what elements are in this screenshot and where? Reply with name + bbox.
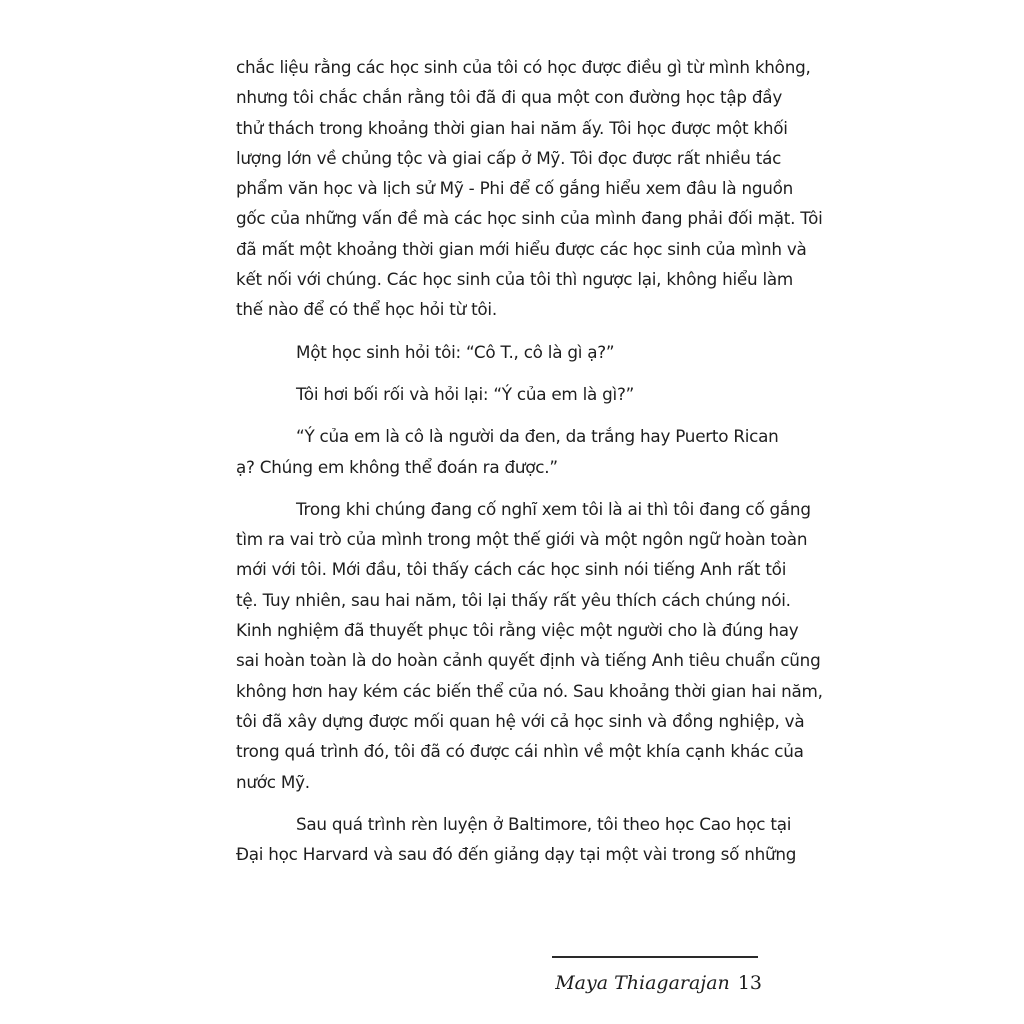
text-line: gốc của những vấn đề mà các học sinh của mình đang phải đối mặt. Tôi	[236, 208, 823, 229]
text-line: đã mất một khoảng thời gian mới hiểu được các học sinh của mình và	[236, 238, 807, 259]
text-line: “Ý của em là cô là người da đen, da trắng hay Puerto Rican	[296, 426, 779, 447]
paragraph-1	[236, 52, 823, 325]
paragraph-4	[236, 421, 779, 482]
text-line: chắc liệu rằng các học sinh của tôi có học được điều gì từ mình không,	[236, 57, 811, 77]
text-line: Đại học Harvard và sau đó đến giảng dạy tại một vài trong số những	[236, 844, 797, 865]
page-footer	[555, 972, 762, 994]
text-line: Sau quá trình rèn luyện ở Baltimore, tôi theo học Cao học tại	[296, 813, 792, 834]
text-line: ạ? Chúng em không thể đoán ra được.”	[236, 456, 558, 477]
text-line: tôi đã xây dựng được mối quan hệ với cả học sinh và đồng nghiệp, và	[236, 710, 805, 731]
text-line: mới với tôi. Mới đầu, tôi thấy cách các học sinh nói tiếng Anh rất tồi	[236, 559, 787, 580]
text-line: Tôi hơi bối rối và hỏi lại: “Ý của em là gì?”	[296, 383, 635, 404]
paragraph-6	[236, 809, 797, 870]
text-line: thử thách trong khoảng thời gian hai năm ấy. Tôi học được một khối	[236, 117, 788, 138]
text-line: Kinh nghiệm đã thuyết phục tôi rằng việc một người cho là đúng hay	[236, 620, 799, 641]
text-line: lượng lớn về chủng tộc và giai cấp ở Mỹ. Tôi đọc được rất nhiều tác	[236, 147, 782, 168]
page-number: 13	[737, 972, 762, 994]
text-line: Trong khi chúng đang cố nghĩ xem tôi là ai thì tôi đang cố gắng	[296, 498, 811, 519]
text-line: phẩm văn học và lịch sử Mỹ - Phi để cố gắng hiểu xem đâu là nguồn	[236, 178, 794, 199]
paragraph-2	[236, 337, 766, 367]
paragraph-5	[236, 494, 823, 797]
text-line: tìm ra vai trò của mình trong một thế giới và một ngôn ngữ hoàn toàn	[236, 529, 808, 550]
text-line: thế nào để có thể học hỏi từ tôi.	[236, 299, 497, 320]
paragraph-3	[236, 379, 766, 409]
text-line: sai hoàn toàn là do hoàn cảnh quyết định và tiếng Anh tiêu chuẩn cũng	[236, 650, 821, 671]
body-text	[236, 52, 823, 869]
text-line: nhưng tôi chắc chắn rằng tôi đã đi qua một con đường học tập đầy	[236, 87, 783, 108]
text-line: Một học sinh hỏi tôi: “Cô T., cô là gì ạ?”	[296, 341, 615, 362]
text-line: không hơn hay kém các biến thể của nó. Sau khoảng thời gian hai năm,	[236, 680, 823, 701]
text-line: kết nối với chúng. Các học sinh của tôi thì ngược lại, không hiểu làm	[236, 269, 793, 290]
text-line: nước Mỹ.	[236, 771, 310, 792]
text-line: tệ. Tuy nhiên, sau hai năm, tôi lại thấy rất yêu thích cách chúng nói.	[236, 589, 791, 610]
footer-rule	[552, 956, 758, 958]
author-name: Maya Thiagarajan	[555, 972, 730, 994]
text-line: trong quá trình đó, tôi đã có được cái nhìn về một khía cạnh khác của	[236, 741, 804, 762]
